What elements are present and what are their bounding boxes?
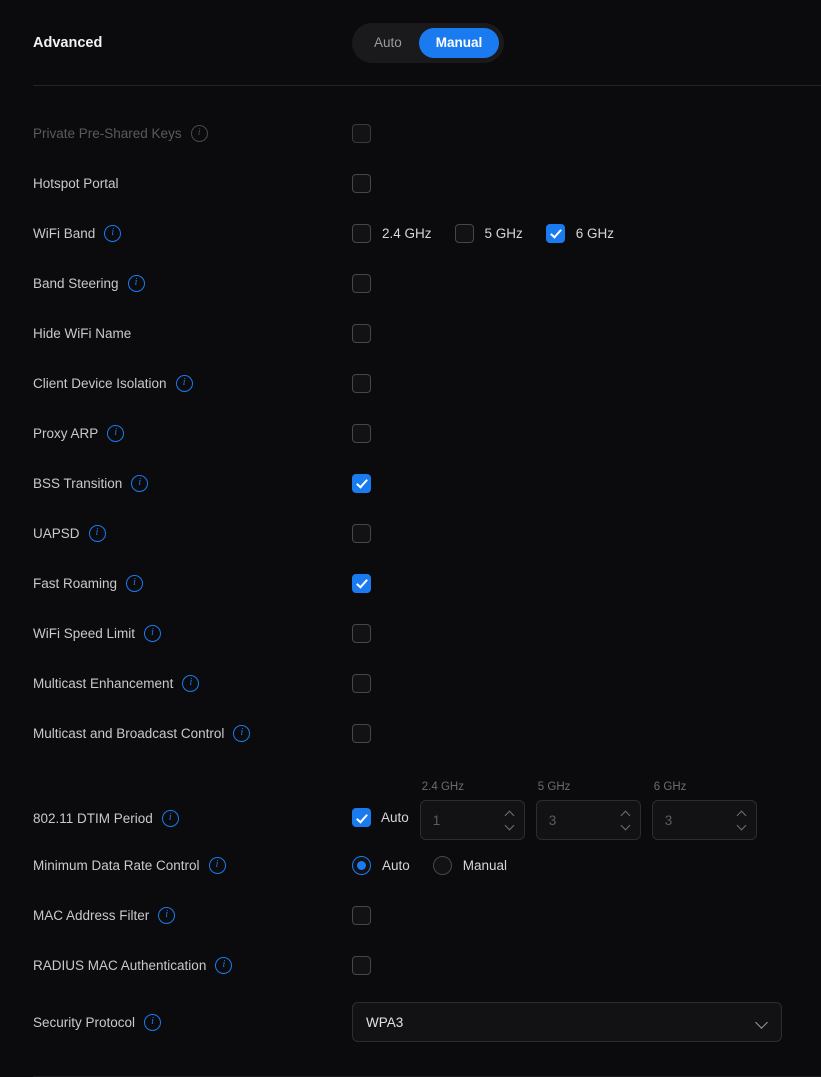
wifi-band-6-checkbox[interactable] <box>546 224 565 243</box>
row-control <box>352 524 371 543</box>
fast-roaming-checkbox[interactable] <box>352 574 371 593</box>
wifi-band-option-5[interactable] <box>455 224 523 243</box>
dtim-auto-group[interactable] <box>352 808 409 840</box>
setting-label: MAC Address Filter <box>33 907 150 923</box>
panel-header <box>0 0 821 85</box>
setting-label: Minimum Data Rate Control <box>33 857 200 873</box>
row-label <box>33 275 352 292</box>
row-control <box>352 856 520 875</box>
page-title: Advanced <box>33 34 103 51</box>
dtim-value-24: 1 <box>432 812 441 828</box>
row-radius-mac-authentication <box>0 940 821 990</box>
dtim-caption-24: 2.4 GHz <box>421 781 464 793</box>
row-fast-roaming <box>0 558 821 608</box>
row-mac-address-filter <box>0 890 821 940</box>
setting-label: Fast Roaming <box>33 575 118 591</box>
min-data-rate-auto-radio[interactable] <box>352 856 371 875</box>
dtim-auto-label: Auto <box>381 810 409 825</box>
chevron-down-icon[interactable] <box>505 823 516 829</box>
wifi-band-option-24[interactable] <box>352 224 432 243</box>
dtim-caption-6: 6 GHz <box>653 781 687 793</box>
min-data-rate-manual-radio[interactable] <box>433 856 452 875</box>
info-icon[interactable]: i <box>158 907 175 924</box>
wifi-speed-limit-checkbox[interactable] <box>352 624 371 643</box>
stepper-arrows <box>621 811 632 829</box>
chevron-up-icon[interactable] <box>621 811 632 817</box>
hotspot-portal-checkbox[interactable] <box>352 174 371 193</box>
chevron-down-icon[interactable] <box>757 1017 768 1028</box>
row-control <box>352 956 371 975</box>
setting-label: Private Pre-Shared Keys <box>33 125 182 141</box>
row-dtim-period <box>0 776 821 840</box>
wifi-band-option-6[interactable] <box>546 224 614 243</box>
row-bss-transition <box>0 458 821 508</box>
setting-label: Security Protocol <box>33 1014 136 1030</box>
settings-list <box>0 86 821 1054</box>
dtim-value-6: 3 <box>664 812 673 828</box>
dtim-field-5 <box>536 781 641 840</box>
row-control <box>352 574 371 593</box>
chevron-up-icon[interactable] <box>737 811 748 817</box>
setting-label: Multicast Enhancement <box>33 675 174 691</box>
row-security-protocol <box>0 990 821 1054</box>
row-control <box>352 474 371 493</box>
row-label <box>33 125 352 142</box>
info-icon[interactable]: i <box>89 525 106 542</box>
row-control <box>352 724 371 743</box>
setting-label: Hide WiFi Name <box>33 325 132 341</box>
setting-label: Hotspot Portal <box>33 175 119 191</box>
info-icon[interactable]: i <box>191 125 208 142</box>
row-control <box>352 374 371 393</box>
wifi-band-6-label: 6 GHz <box>575 225 615 241</box>
info-icon[interactable]: i <box>182 675 199 692</box>
row-label <box>33 675 352 692</box>
row-proxy-arp <box>0 408 821 458</box>
dtim-value-5: 3 <box>548 812 557 828</box>
min-data-rate-option-auto[interactable] <box>352 856 410 875</box>
setting-label: BSS Transition <box>33 475 123 491</box>
info-icon[interactable]: i <box>104 225 121 242</box>
info-icon[interactable]: i <box>131 475 148 492</box>
dtim-stepper-6[interactable] <box>652 800 757 840</box>
row-hide-wifi-name <box>0 308 821 358</box>
row-label <box>33 575 352 592</box>
info-icon[interactable]: i <box>144 625 161 642</box>
row-control <box>352 674 371 693</box>
row-control <box>352 274 371 293</box>
row-private-pre-shared-keys <box>0 108 821 158</box>
chevron-down-icon[interactable] <box>621 823 632 829</box>
row-label <box>33 810 352 840</box>
chevron-up-icon[interactable] <box>505 811 516 817</box>
mode-option-manual[interactable]: Manual <box>419 28 500 58</box>
dtim-field-24 <box>420 781 525 840</box>
multicast-enhancement-checkbox[interactable] <box>352 674 371 693</box>
row-control <box>352 224 627 243</box>
setting-label: Band Steering <box>33 275 119 291</box>
band-steering-checkbox[interactable] <box>352 274 371 293</box>
row-label <box>33 176 352 191</box>
row-minimum-data-rate-control <box>0 840 821 890</box>
bss-transition-checkbox[interactable] <box>352 474 371 493</box>
row-label <box>33 725 352 742</box>
wifi-band-24-label: 2.4 GHz <box>382 225 432 241</box>
row-control <box>352 174 371 193</box>
row-wifi-band <box>0 208 821 258</box>
info-icon[interactable]: i <box>107 425 124 442</box>
row-label <box>33 225 352 242</box>
row-label <box>33 525 352 542</box>
hide-wifi-name-checkbox[interactable] <box>352 324 371 343</box>
row-band-steering <box>0 258 821 308</box>
dtim-caption-5: 5 GHz <box>537 781 571 793</box>
row-label <box>33 907 352 924</box>
row-control <box>352 624 371 643</box>
row-label <box>33 857 352 874</box>
stepper-arrows <box>737 811 748 829</box>
row-hotspot-portal <box>0 158 821 208</box>
setting-label: WiFi Band <box>33 225 96 241</box>
min-data-rate-option-manual[interactable] <box>433 856 507 875</box>
info-icon[interactable]: i <box>128 275 145 292</box>
setting-label: Client Device Isolation <box>33 375 167 391</box>
chevron-down-icon[interactable] <box>737 823 748 829</box>
uapsd-checkbox[interactable] <box>352 524 371 543</box>
row-label <box>33 957 352 974</box>
row-multicast-enhancement <box>0 658 821 708</box>
info-icon[interactable]: i <box>209 857 226 874</box>
row-label <box>33 625 352 642</box>
info-icon[interactable]: i <box>162 810 179 827</box>
proxy-arp-checkbox[interactable] <box>352 424 371 443</box>
row-uapsd <box>0 508 821 558</box>
row-control <box>352 124 371 143</box>
row-control <box>352 324 371 343</box>
mode-segmented-control[interactable] <box>352 23 504 63</box>
setting-label: RADIUS MAC Authentication <box>33 957 207 973</box>
setting-label: WiFi Speed Limit <box>33 625 136 641</box>
row-wifi-speed-limit <box>0 608 821 658</box>
mode-option-auto[interactable]: Auto <box>374 34 402 50</box>
info-icon[interactable]: i <box>176 375 193 392</box>
min-data-rate-auto-label: Auto <box>382 857 410 873</box>
mac-address-filter-checkbox[interactable] <box>352 906 371 925</box>
setting-label: Proxy ARP <box>33 425 99 441</box>
radius-mac-authentication-checkbox[interactable] <box>352 956 371 975</box>
row-label <box>33 375 352 392</box>
multicast-broadcast-control-checkbox[interactable] <box>352 724 371 743</box>
row-multicast-broadcast-control <box>0 708 821 758</box>
row-control <box>352 1002 782 1042</box>
dtim-field-6 <box>652 781 757 840</box>
row-control <box>352 424 371 443</box>
dtim-auto-checkbox[interactable] <box>352 808 371 827</box>
row-label <box>33 1014 352 1031</box>
setting-label: 802.11 DTIM Period <box>33 811 153 826</box>
dtim-stepper-5[interactable] <box>536 800 641 840</box>
private-pre-shared-keys-checkbox[interactable] <box>352 124 371 143</box>
security-protocol-value: WPA3 <box>366 1014 404 1030</box>
dtim-controls <box>352 781 757 840</box>
info-icon[interactable]: i <box>126 575 143 592</box>
wifi-band-5-checkbox[interactable] <box>455 224 474 243</box>
stepper-arrows <box>505 811 516 829</box>
row-label <box>33 326 352 341</box>
info-icon[interactable]: i <box>233 725 250 742</box>
row-label <box>33 475 352 492</box>
row-client-device-isolation <box>0 358 821 408</box>
setting-label: Multicast and Broadcast Control <box>33 725 225 741</box>
row-label <box>33 425 352 442</box>
dtim-stepper-24[interactable] <box>420 800 525 840</box>
wifi-band-5-label: 5 GHz <box>484 225 523 241</box>
client-device-isolation-checkbox[interactable] <box>352 374 371 393</box>
wifi-band-24-checkbox[interactable] <box>352 224 371 243</box>
info-icon[interactable]: i <box>144 1014 161 1031</box>
setting-label: UAPSD <box>33 525 80 541</box>
min-data-rate-manual-label: Manual <box>462 857 508 873</box>
security-protocol-select[interactable] <box>352 1002 782 1042</box>
row-control <box>352 906 371 925</box>
info-icon[interactable]: i <box>215 957 232 974</box>
